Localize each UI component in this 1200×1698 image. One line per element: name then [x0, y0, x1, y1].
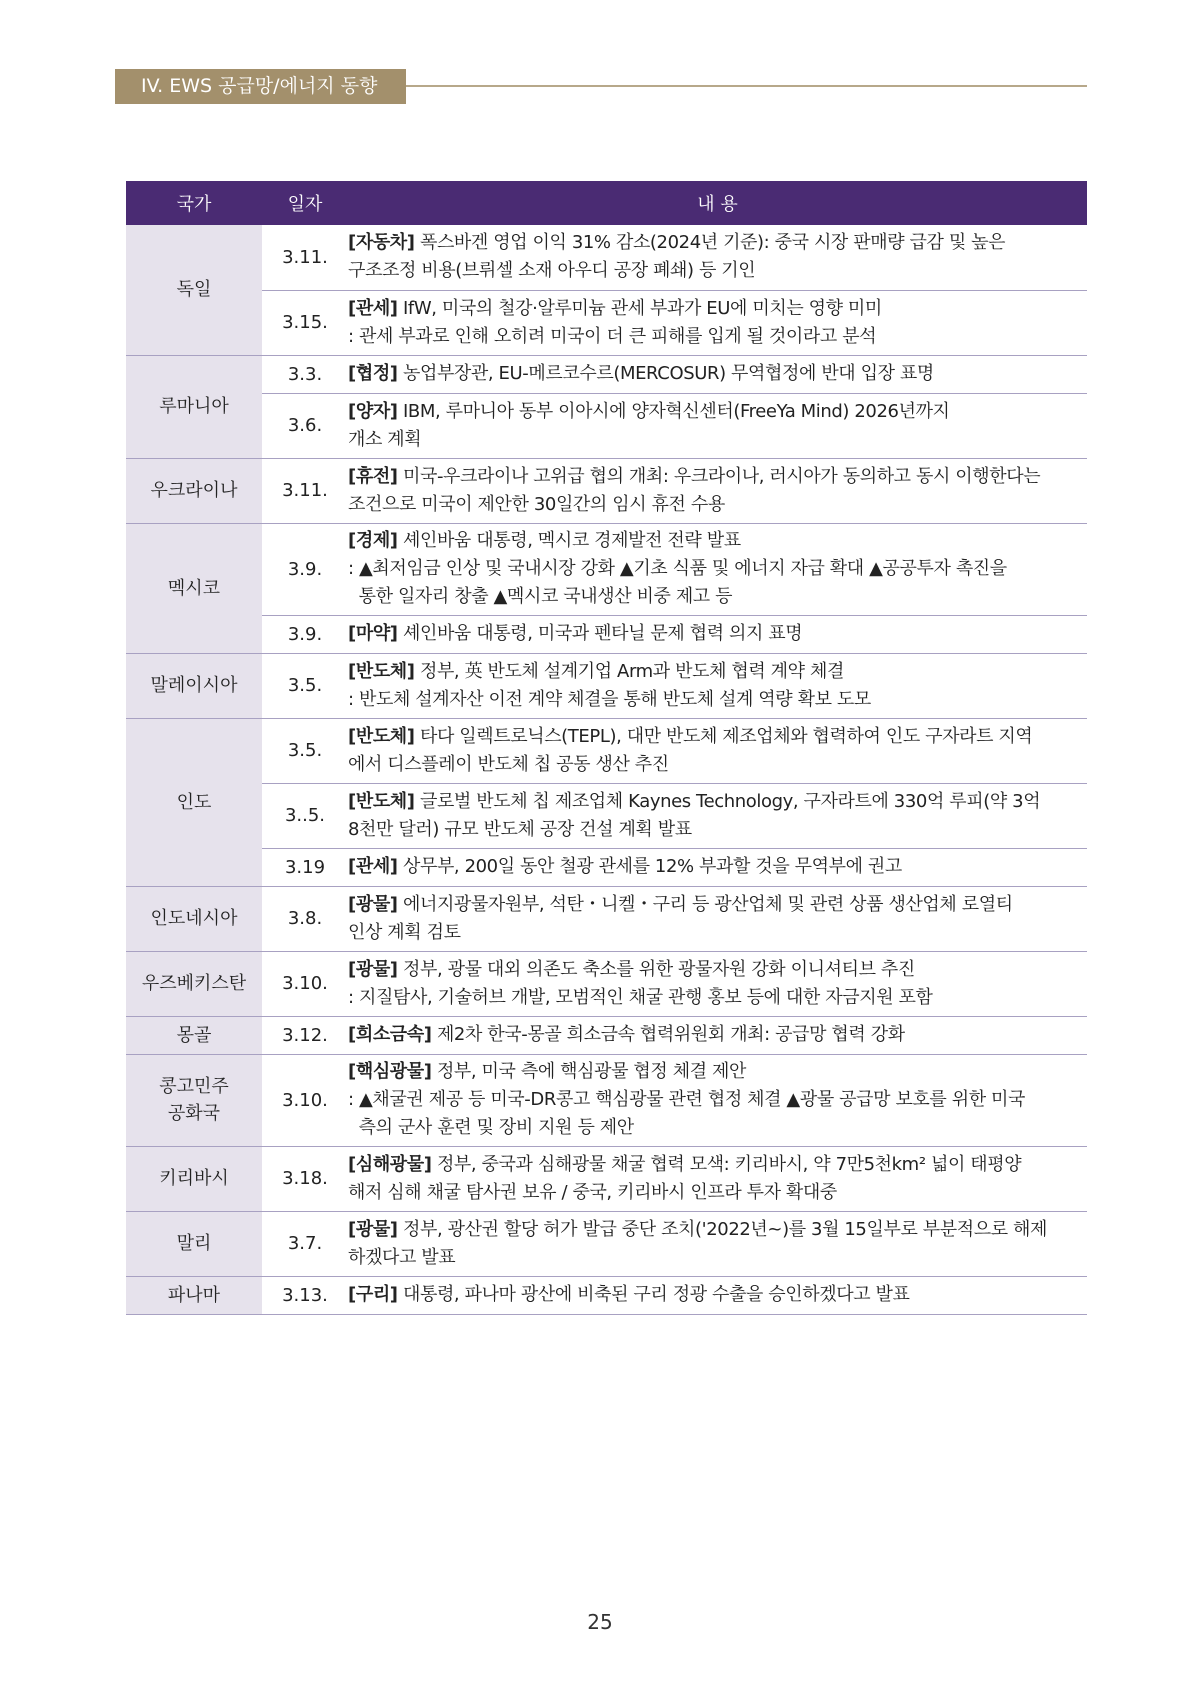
content-line: 구조조정 비용(브뤼셀 소재 아우디 공장 폐쇄) 등 기인	[348, 260, 756, 282]
content-cell	[348, 225, 1087, 290]
content-line: 타다 일렉트로닉스(TEPL), 대만 반도체 제조업체와 협력하여 인도 구자라트 지역	[419, 725, 1033, 747]
content-cell	[348, 1016, 1087, 1054]
content-cell	[348, 458, 1087, 523]
content-line: 해저 심해 채굴 탐사권 보유 / 중국, 키리바시 인프라 투자 확대중	[348, 1181, 837, 1203]
category-tag: [광물]	[348, 1218, 398, 1240]
country-cell	[126, 225, 262, 355]
date-cell: 3.8.	[262, 886, 348, 951]
date-cell: 3.11.	[262, 458, 348, 523]
content-line: 8천만 달러) 규모 반도체 공장 건설 계획 발표	[348, 818, 692, 840]
category-tag: [광물]	[348, 958, 398, 980]
content-line: 에너지광물자원부, 석탄・니켈・구리 등 광산업체 및 관련 상품 생산업체 로열티	[402, 893, 1013, 915]
content-cell	[348, 951, 1087, 1016]
date-cell: 3.6.	[262, 393, 348, 458]
content-cell	[348, 886, 1087, 951]
country-cell	[126, 458, 262, 523]
table-row	[126, 1276, 1087, 1314]
content-line: : ▲채굴권 제공 등 미국-DR콩고 핵심광물 관련 협정 체결 ▲광물 공급망 보호를 위한 미국	[348, 1089, 1026, 1110]
table-row	[126, 718, 1087, 783]
content-line: 글로벌 반도체 칩 제조업체 Kaynes Technology, 구자라트에 330억 루피(약 3억	[419, 790, 1041, 812]
category-tag: [심해광물]	[348, 1153, 432, 1175]
content-cell	[348, 1146, 1087, 1211]
table-row	[126, 653, 1087, 718]
content-cell	[348, 1276, 1087, 1314]
category-tag: [반도체]	[348, 725, 415, 747]
table-row	[126, 783, 1087, 848]
content-line: 폭스바겐 영업 이익 31% 감소(2024년 기준): 중국 시장 판매량 급감 및 높은	[419, 232, 1006, 254]
header-divider	[406, 85, 1087, 87]
date-cell: 3.18.	[262, 1146, 348, 1211]
country-cell	[126, 1146, 262, 1211]
date-cell: 3.15.	[262, 290, 348, 355]
country-name: 인도네시아	[150, 908, 238, 929]
content-line: 조건으로 미국이 제안한 30일간의 임시 휴전 수용	[348, 493, 725, 515]
content-cell	[348, 848, 1087, 886]
country-name: 키리바시	[159, 1168, 229, 1189]
content-line: : 반도체 설계자산 이전 계약 체결을 통해 반도체 설계 역량 확보 도모	[348, 688, 871, 710]
table-row	[126, 225, 1087, 290]
content-cell	[348, 523, 1087, 615]
category-tag: [핵심광물]	[348, 1061, 432, 1082]
content-cell	[348, 718, 1087, 783]
table-row	[126, 951, 1087, 1016]
content-line: 상무부, 200일 동안 철광 관세를 12% 부과할 것을 무역부에 권고	[402, 856, 902, 877]
table-row	[126, 523, 1087, 615]
content-cell	[348, 615, 1087, 653]
category-tag: [마약]	[348, 623, 398, 644]
country-name: 말리	[176, 1233, 212, 1254]
country-name: 루마니아	[159, 396, 229, 417]
country-name: 우크라이나	[150, 480, 238, 501]
country-name: 공화국	[167, 1103, 221, 1124]
date-cell: 3.5.	[262, 718, 348, 783]
content-line: 정부, 英 반도체 설계기업 Arm과 반도체 협력 계약 체결	[419, 660, 844, 682]
date-cell: 3.9.	[262, 523, 348, 615]
content-line: 농업부장관, EU-메르코수르(MERCOSUR) 무역협정에 반대 입장 표명	[402, 363, 934, 384]
content-line: 에서 디스플레이 반도체 칩 공동 생산 추진	[348, 753, 669, 775]
content-cell	[348, 783, 1087, 848]
category-tag: [양자]	[348, 400, 398, 422]
category-tag: [반도체]	[348, 660, 415, 682]
content-line: 측의 군사 훈련 및 장비 지원 등 제안	[348, 1117, 634, 1138]
table-row	[126, 393, 1087, 458]
date-cell: 3.7.	[262, 1211, 348, 1276]
content-cell	[348, 653, 1087, 718]
column-header-country: 국가	[126, 181, 262, 225]
content-line: 정부, 광물 대외 의존도 축소를 위한 광물자원 강화 이니셔티브 추진	[402, 958, 915, 980]
table-row	[126, 1146, 1087, 1211]
content-line: 셰인바움 대통령, 미국과 펜타닐 문제 협력 의지 표명	[402, 623, 803, 644]
country-cell	[126, 523, 262, 653]
category-tag: [자동차]	[348, 232, 415, 254]
content-line: IfW, 미국의 철강·알루미늄 관세 부과가 EU에 미치는 영향 미미	[402, 297, 882, 319]
content-line: 정부, 중국과 심해광물 채굴 협력 모색: 키리바시, 약 7만5천km² 넓이 태평양	[436, 1153, 1022, 1175]
category-tag: [희소금속]	[348, 1024, 432, 1045]
content-cell	[348, 290, 1087, 355]
country-cell	[126, 355, 262, 458]
content-cell	[348, 1211, 1087, 1276]
country-cell	[126, 951, 262, 1016]
date-cell: 3..5.	[262, 783, 348, 848]
country-cell	[126, 1211, 262, 1276]
content-line: 정부, 미국 측에 핵심광물 협정 체결 제안	[436, 1061, 746, 1082]
country-cell	[126, 1276, 262, 1314]
category-tag: [경제]	[348, 530, 398, 551]
country-name: 말레이시아	[150, 675, 238, 696]
country-name: 인도	[176, 791, 212, 813]
table-row	[126, 1016, 1087, 1054]
date-cell: 3.19	[262, 848, 348, 886]
country-cell	[126, 1016, 262, 1054]
content-line: 하겠다고 발표	[348, 1246, 456, 1268]
table-row	[126, 886, 1087, 951]
date-cell: 3.5.	[262, 653, 348, 718]
date-cell: 3.10.	[262, 1054, 348, 1146]
content-line: : 관세 부과로 인해 오히려 미국이 더 큰 피해를 입게 될 것이라고 분석	[348, 325, 877, 347]
column-header-date: 일자	[262, 181, 348, 225]
country-name: 파나마	[167, 1284, 221, 1306]
content-line: 대통령, 파나마 광산에 비축된 구리 정광 수출을 승인하겠다고 발표	[402, 1284, 910, 1305]
content-line: 통한 일자리 창출 ▲멕시코 국내생산 비중 제고 등	[348, 586, 733, 607]
date-cell: 3.9.	[262, 615, 348, 653]
category-tag: [반도체]	[348, 790, 415, 812]
content-line: 미국-우크라이나 고위급 협의 개최: 우크라이나, 러시아가 동의하고 동시 이행한다는	[402, 465, 1041, 487]
content-line: 인상 계획 검토	[348, 921, 461, 943]
table-row	[126, 848, 1087, 886]
date-cell: 3.10.	[262, 951, 348, 1016]
category-tag: [관세]	[348, 856, 398, 877]
content-cell	[348, 393, 1087, 458]
country-name: 우즈베키스탄	[141, 973, 247, 994]
content-line: 개소 계획	[348, 428, 422, 450]
date-cell: 3.13.	[262, 1276, 348, 1314]
country-name: 멕시코	[167, 577, 221, 599]
table-row	[126, 458, 1087, 523]
category-tag: [관세]	[348, 297, 398, 319]
page-number: 25	[587, 1610, 613, 1634]
country-cell	[126, 1054, 262, 1146]
section-title: IV. EWS 공급망/에너지 동향	[115, 69, 406, 104]
column-header-content: 내 용	[348, 181, 1087, 225]
table-row	[126, 355, 1087, 393]
category-tag: [협정]	[348, 363, 398, 384]
content-line: IBM, 루마니아 동부 이아시에 양자혁신센터(FreeYa Mind) 2026년까지	[402, 400, 950, 422]
country-name: 독일	[176, 279, 212, 301]
country-name: 콩고민주	[159, 1076, 229, 1097]
content-line: 제2차 한국-몽골 희소금속 협력위원회 개최: 공급망 협력 강화	[436, 1024, 905, 1045]
table-body	[126, 225, 1087, 1314]
table-row	[126, 615, 1087, 653]
table-row	[126, 1054, 1087, 1146]
date-cell: 3.11.	[262, 225, 348, 290]
country-news-table	[126, 181, 1087, 1315]
table-row	[126, 1211, 1087, 1276]
date-cell: 3.3.	[262, 355, 348, 393]
content-line: 정부, 광산권 할당 허가 발급 중단 조치('2022년~)를 3월 15일부로 부분적으로 해제	[402, 1218, 1048, 1240]
category-tag: [구리]	[348, 1284, 398, 1305]
content-line: 셰인바움 대통령, 멕시코 경제발전 전략 발표	[402, 530, 741, 551]
table-row	[126, 290, 1087, 355]
country-cell	[126, 718, 262, 886]
table-header-row	[126, 181, 1087, 225]
country-cell	[126, 653, 262, 718]
country-name: 몽골	[176, 1024, 212, 1046]
content-cell	[348, 1054, 1087, 1146]
country-cell	[126, 886, 262, 951]
date-cell: 3.12.	[262, 1016, 348, 1054]
content-cell	[348, 355, 1087, 393]
category-tag: [광물]	[348, 893, 398, 915]
category-tag: [휴전]	[348, 465, 398, 487]
content-line: : 지질탐사, 기술허브 개발, 모범적인 채굴 관행 홍보 등에 대한 자금지원 포함	[348, 986, 933, 1008]
content-line: : ▲최저임금 인상 및 국내시장 강화 ▲기초 식품 및 에너지 자급 확대 ▲공공투자 촉진을	[348, 558, 1007, 579]
